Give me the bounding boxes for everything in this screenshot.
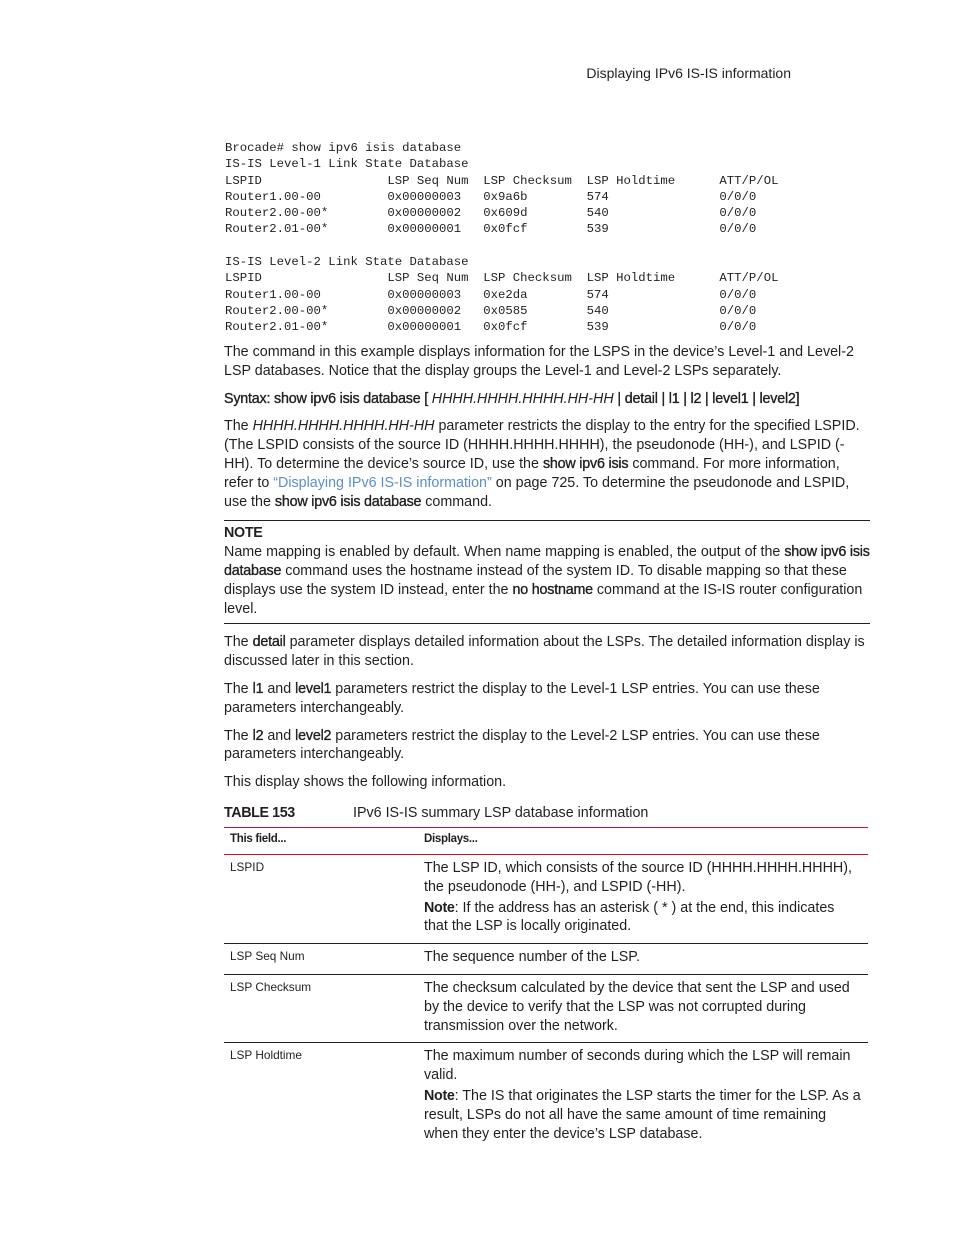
param-text: HHHH.HHHH.HHHH.HH-HH <box>252 418 435 435</box>
cell-note <box>424 899 862 937</box>
text: The <box>224 634 253 651</box>
command-text: l1 <box>252 680 264 697</box>
description-cell <box>418 1043 868 1150</box>
text: parameters restrict the display to the Level-1 LSP entries. You can use these parameters interchangeably. <box>224 680 820 716</box>
description-text: The LSP ID, which consists of the source ID (HHHH.HHHH.HHHH), the pseudonode (HH-), and LSPID (-HH). <box>424 859 852 895</box>
page-header: Displaying IPv6 IS-IS information <box>586 65 791 81</box>
text: The <box>224 727 253 744</box>
note-text: : The IS that originates the LSP starts the timer for the LSP. As a result, LSPs do not all have the same amount of time remaining when they enter the device’s LSP database. <box>424 1087 861 1142</box>
code-line: IS-IS Level-1 Link State Database <box>225 157 469 172</box>
syntax-suffix: | detail | l1 | l2 | level1 | level2] <box>613 390 800 407</box>
code-line: IS-IS Level-2 Link State Database <box>225 255 469 270</box>
description-cell <box>418 974 868 1042</box>
description-text: The maximum number of seconds during which the LSP will remain valid. <box>424 1048 851 1084</box>
code-line: Router2.01-00* 0x00000001 0x0fcf 539 0/0/0 <box>225 320 757 335</box>
table-title: IPv6 IS-IS summary LSP database information <box>353 804 649 821</box>
text: Name mapping is enabled by default. When name mapping is enabled, the output of the <box>224 544 785 561</box>
display-intro-paragraph: This display shows the following information. <box>224 774 507 791</box>
text: parameters restrict the display to the Level-2 LSP entries. You can use these parameters interchangeably. <box>224 727 820 763</box>
text: command at the IS-IS router configuration level. <box>224 581 863 617</box>
note-label: Note <box>424 899 455 916</box>
text: command. <box>421 493 492 510</box>
description-text: The sequence number of the LSP. <box>424 949 640 966</box>
table-row <box>224 974 868 1042</box>
description-cell <box>418 854 868 943</box>
command-text: l2 <box>252 727 264 744</box>
code-line: Router1.00-00 0x00000003 0xe2da 574 0/0/0 <box>225 287 757 302</box>
text: The <box>224 418 253 435</box>
text: and <box>263 727 296 744</box>
code-line: Router2.00-00* 0x00000002 0x609d 540 0/0/0 <box>225 206 757 221</box>
table-caption <box>224 804 870 822</box>
syntax-prefix: Syntax: show ipv6 isis database [ <box>224 390 432 407</box>
column-header: Displays... <box>418 827 868 854</box>
syntax-param: HHHH.HHHH.HHHH.HH-HH <box>431 390 614 407</box>
text: command. For more information, refer to <box>224 455 840 491</box>
text: command uses the hostname instead of the system ID. To disable mapping so that these displays use the system ID instead, enter the <box>224 562 847 598</box>
l2-paragraph <box>224 727 870 765</box>
note-label: Note <box>424 1087 455 1104</box>
syntax-line <box>224 390 870 409</box>
field-cell: LSP Holdtime <box>230 1048 302 1063</box>
command-text: no hostname <box>512 581 593 598</box>
code-line: LSPID LSP Seq Num LSP Checksum LSP Holdtime ATT/P/OL <box>225 173 779 188</box>
text: on page 725. To determine the pseudonode and LSPID, use the <box>224 474 850 510</box>
table-row <box>224 854 868 943</box>
description-cell <box>418 944 868 975</box>
l1-paragraph <box>224 680 870 718</box>
table-row <box>224 1043 868 1150</box>
main-content <box>224 343 870 1150</box>
text: parameter restricts the display to the entry for the specified LSPID. (The LSPID consists of the source ID (HHHH.HHHH.HHHH), the pseudonode (HH-), and LSPID (-HH). To determine the device’s source ID, use the <box>224 418 860 472</box>
command-text: level1 <box>295 680 332 697</box>
text: and <box>263 680 296 697</box>
description-text: The checksum calculated by the device that sent the LSP and used by the device to verify that the LSP was not corrupted during transmission over the network. <box>424 979 850 1034</box>
intro-paragraph: The command in this example displays information for the LSPS in the device’s Level-1 and Level-2 LSP databases. Notice that the display groups the Level-1 and Level-2 LSPs separately. <box>224 344 854 379</box>
field-cell: LSPID <box>224 854 418 943</box>
note-title: NOTE <box>224 525 263 542</box>
code-line: Router2.01-00* 0x00000001 0x0fcf 539 0/0/0 <box>225 222 757 237</box>
cell-note <box>424 1087 862 1143</box>
field-cell: LSP Checksum <box>224 974 418 1042</box>
column-header: This field... <box>224 827 418 854</box>
command-text: detail <box>252 634 286 651</box>
code-line: Router1.00-00 0x00000003 0x9a6b 574 0/0/0 <box>225 189 757 204</box>
table-row <box>224 944 868 975</box>
cli-output-example <box>225 140 778 336</box>
command-text: show ipv6 isis database <box>274 493 422 510</box>
lsp-info-table <box>224 827 868 1150</box>
note-text <box>224 543 870 618</box>
command-text: show ipv6 isis <box>542 455 629 472</box>
text: parameter displays detailed information about the LSPs. The detailed information display is discussed later in this section. <box>224 634 865 670</box>
lspid-paragraph <box>224 417 870 511</box>
command-text: show ipv6 isis database <box>224 544 870 579</box>
code-line: Router2.00-00* 0x00000002 0x0585 540 0/0/0 <box>225 303 757 318</box>
note-text: : If the address has an asterisk ( * ) at the end, this indicates that the LSP is locally originated. <box>424 899 835 935</box>
cross-reference-link[interactable]: “Displaying IPv6 IS-IS information” <box>273 474 492 491</box>
detail-paragraph <box>224 633 870 671</box>
text: The <box>224 680 253 697</box>
table-header-row <box>224 827 868 854</box>
code-line: LSPID LSP Seq Num LSP Checksum LSP Holdtime ATT/P/OL <box>225 271 779 286</box>
code-line: Brocade# show ipv6 isis database <box>225 141 462 155</box>
table-label: TABLE 153 <box>224 804 295 821</box>
field-cell: LSP Seq Num <box>224 944 418 975</box>
command-text: level2 <box>295 727 332 744</box>
note-box <box>224 520 870 624</box>
